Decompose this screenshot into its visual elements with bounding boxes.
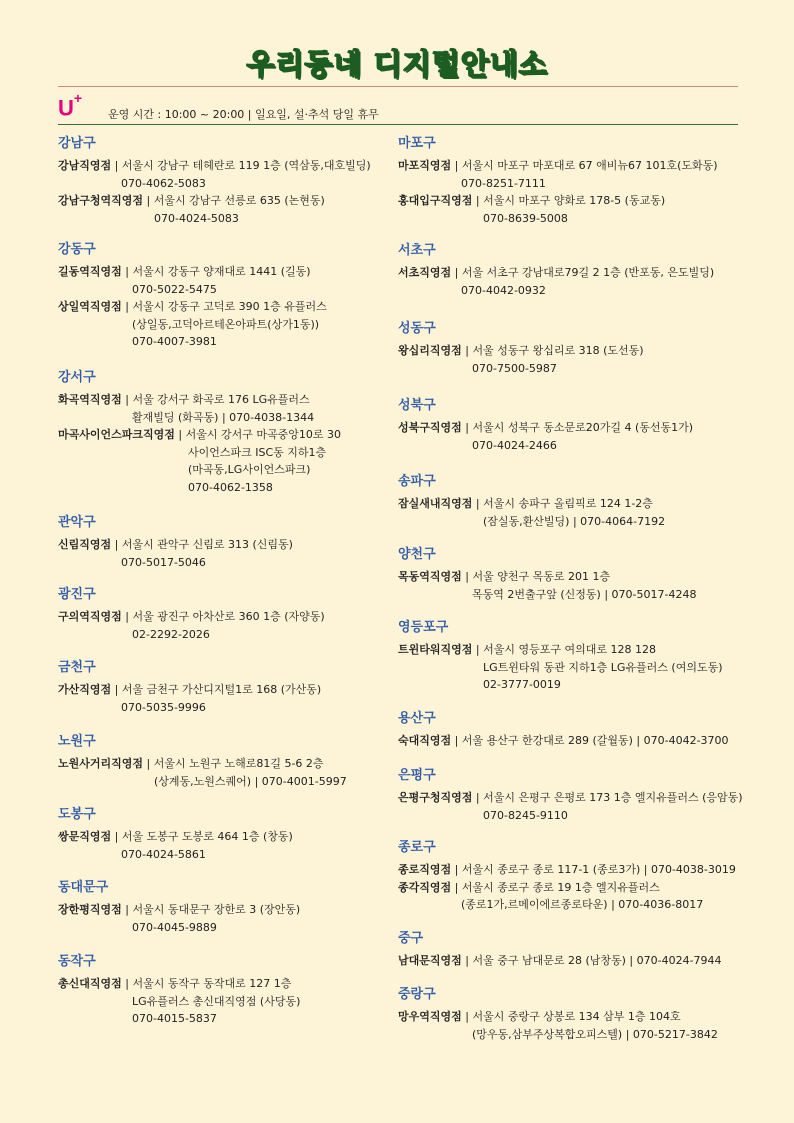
- store-detail-line: 02-2292-2026: [132, 627, 210, 641]
- store-line: [58, 426, 393, 444]
- store-detail-line: 070-4024-2466: [472, 438, 557, 452]
- store-entry: [58, 755, 393, 790]
- store-detail-line: 070-8639-5008: [483, 211, 568, 225]
- separator: |: [461, 421, 473, 434]
- district-section: [398, 927, 743, 970]
- separator: |: [143, 757, 154, 770]
- store-address: 서울시 강동구 양재대로 1441 (길동): [132, 265, 311, 278]
- separator: |: [451, 159, 462, 172]
- store-entry: [58, 192, 393, 227]
- store-line: [398, 495, 743, 513]
- store-detail-line: (망우동,삼부주상복합오피스텔) | 070-5217-3842: [472, 1027, 718, 1041]
- store-line: [398, 264, 743, 282]
- store-detail-line: (잠실동,환산빌딩) | 070-4064-7192: [483, 514, 666, 528]
- district-heading: 영등포구: [398, 620, 449, 635]
- store-name: 남대문직영점: [398, 954, 462, 967]
- district-heading: 성북구: [398, 398, 436, 413]
- store-line: [398, 732, 743, 750]
- store-detail-line: 070-5022-5475: [132, 282, 217, 296]
- district-section: [398, 983, 743, 1043]
- district-section: [58, 656, 393, 716]
- separator: |: [451, 863, 462, 876]
- store-line: [398, 861, 743, 879]
- store-address: 서울시 동대문구 장한로 3 (장안동): [132, 903, 301, 916]
- store-address: 서울시 종로구 종로 117-1 (종로3가) | 070-4038-3019: [461, 863, 736, 876]
- store-entry: [398, 568, 743, 603]
- district-section: [58, 583, 393, 643]
- separator: |: [472, 194, 484, 207]
- store-detail-line: 070-8245-9110: [483, 808, 568, 822]
- store-name: 마포직영점: [398, 159, 452, 172]
- district-heading: 중랑구: [398, 987, 436, 1002]
- store-address: 서울 강서구 화곡로 176 LG유플러스: [132, 393, 310, 406]
- district-heading: 강남구: [58, 136, 96, 151]
- store-name: 상일역직영점: [58, 300, 122, 313]
- store-detail-line: LG유플러스 총신대직영점 (사당동): [132, 994, 301, 1008]
- store-address: 서울시 송파구 올림픽로 124 1-2층: [483, 497, 653, 510]
- store-name: 목동역직영점: [398, 570, 462, 583]
- separator: |: [472, 497, 484, 510]
- store-line: [58, 901, 393, 919]
- store-address: 서울시 강남구 테헤란로 119 1층 (역삼동,대호빌딩): [121, 159, 371, 172]
- store-detail-line: 070-4024-5083: [154, 211, 239, 225]
- store-line: [58, 391, 393, 409]
- store-detail-line: 070-8251-7111: [461, 176, 546, 190]
- store-line: [58, 828, 393, 846]
- store-address: 서울시 강동구 고덕로 390 1층 유플러스: [132, 300, 327, 313]
- store-line: [398, 342, 743, 360]
- separator: |: [121, 610, 133, 623]
- store-name: 화곡역직영점: [58, 393, 122, 406]
- page-title: 우리동네 디지털안내소: [246, 47, 548, 81]
- separator: |: [472, 643, 484, 656]
- district-section: [398, 543, 743, 603]
- district-heading: 동대문구: [58, 880, 109, 895]
- header-divider: [58, 124, 738, 125]
- store-entry: [398, 495, 743, 530]
- separator: |: [461, 954, 473, 967]
- district-heading: 양천구: [398, 547, 436, 562]
- store-entry: [58, 828, 393, 863]
- store-entry: [58, 298, 393, 351]
- district-heading: 마포구: [398, 136, 436, 151]
- store-line: [58, 681, 393, 699]
- store-line: [398, 952, 743, 970]
- separator: |: [121, 393, 133, 406]
- store-detail-line: 02-3777-0019: [483, 678, 561, 691]
- district-section: [58, 238, 393, 351]
- district-heading: 강동구: [58, 242, 96, 257]
- store-entry: [398, 641, 743, 694]
- store-entry: [58, 975, 393, 1028]
- store-name: 가산직영점: [58, 683, 112, 696]
- store-entry: [398, 732, 743, 750]
- separator: |: [461, 1010, 473, 1023]
- logo-plus: +: [73, 90, 83, 106]
- district-section: [398, 764, 743, 824]
- store-entry: [58, 608, 393, 643]
- district-section: [398, 707, 743, 750]
- store-line: [398, 568, 743, 586]
- store-name: 신림직영점: [58, 538, 112, 551]
- store-detail-line: 070-4062-5083: [121, 176, 206, 190]
- district-heading: 용산구: [398, 711, 436, 726]
- operating-hours: 운영 시간 : 10:00 ~ 20:00 | 일요일, 설·추석 당일 휴무: [108, 108, 379, 121]
- store-name: 왕십리직영점: [398, 344, 462, 357]
- district-heading: 은평구: [398, 768, 436, 783]
- store-address: 서울 양천구 목동로 201 1층: [472, 570, 611, 583]
- store-line: [58, 755, 393, 773]
- store-address: 서울시 강서구 마곡중앙10로 30: [185, 428, 341, 441]
- separator: |: [451, 734, 462, 747]
- store-detail-line: 070-4024-5861: [121, 847, 206, 861]
- store-entry: [398, 192, 743, 227]
- store-entry: [398, 1008, 743, 1043]
- store-entry: [398, 264, 743, 299]
- logo-text: U: [58, 95, 74, 121]
- district-heading: 도봉구: [58, 807, 96, 822]
- district-heading: 관악구: [58, 515, 96, 530]
- store-address: 서울시 종로구 종로 19 1층 엘지유플러스: [461, 880, 660, 894]
- store-address: 서울 서초구 강남대로79길 2 1층 (반포동, 은도빌딩): [461, 266, 715, 279]
- separator: |: [472, 791, 484, 804]
- store-address: 서울 성동구 왕십리로 318 (도선동): [472, 344, 644, 357]
- store-detail-line: LG트윈타워 동관 지하1층 LG유플러스 (여의도동): [483, 660, 723, 674]
- store-line: [58, 608, 393, 626]
- separator: |: [174, 428, 186, 441]
- district-heading: 동작구: [58, 954, 96, 969]
- store-detail-line: 활재빌딩 (화곡동) | 070-4038-1344: [132, 410, 315, 424]
- store-name: 숙대직영점: [398, 734, 452, 747]
- store-address: 서울시 마포구 마포대로 67 애비뉴67 101호(도화동): [461, 159, 718, 172]
- store-address: 서울 금천구 가산디지털1로 168 (가산동): [121, 683, 322, 696]
- district-section: [398, 394, 743, 454]
- store-address: 서울시 강남구 선릉로 635 (논현동): [153, 194, 325, 207]
- store-address: 서울시 중랑구 상봉로 134 삼부 1층 104호: [472, 1010, 681, 1023]
- separator: |: [121, 977, 133, 990]
- store-line: [58, 263, 393, 281]
- store-entry: [398, 157, 743, 192]
- store-entry: [58, 901, 393, 936]
- district-section: [398, 239, 743, 299]
- district-heading: 성동구: [398, 321, 436, 336]
- district-section: [398, 616, 743, 694]
- separator: |: [121, 300, 133, 313]
- store-name: 구의역직영점: [58, 610, 122, 623]
- separator: |: [451, 880, 462, 894]
- store-address: 서울 용산구 한강대로 289 (갈월동) | 070-4042-3700: [461, 734, 729, 747]
- store-address: 서울시 영등포구 여의대로 128 128: [483, 643, 656, 656]
- store-detail-line: 070-5035-9996: [121, 700, 206, 714]
- store-name: 트윈타워직영점: [398, 643, 473, 656]
- store-entry: [58, 391, 393, 426]
- district-section: [58, 950, 393, 1028]
- store-name: 마곡사이언스파크직영점: [58, 428, 175, 441]
- district-heading: 노원구: [58, 734, 96, 749]
- store-name: 성북구직영점: [398, 421, 462, 434]
- store-entry: [58, 157, 393, 192]
- store-detail-line: (마곡동,LG사이언스파크): [188, 463, 311, 476]
- store-name: 종각직영점: [398, 880, 452, 894]
- store-name: 강남구청역직영점: [58, 194, 144, 207]
- district-heading: 종로구: [398, 840, 436, 855]
- store-address: 서울시 관악구 신림로 313 (신림동): [121, 538, 293, 551]
- district-heading: 서초구: [398, 243, 436, 258]
- district-section: [398, 317, 743, 377]
- store-line: [398, 879, 743, 897]
- store-address: 서울시 동작구 동작대로 127 1층: [132, 977, 292, 990]
- title-divider: [58, 86, 738, 87]
- separator: |: [451, 266, 462, 279]
- store-line: [58, 975, 393, 993]
- store-address: 서울 광진구 아차산로 360 1층 (자양동): [132, 610, 325, 623]
- separator: |: [121, 265, 133, 278]
- store-name: 쌍문직영점: [58, 830, 112, 843]
- store-line: [58, 298, 393, 316]
- store-address: 서울시 노원구 노해로81길 5-6 2층: [153, 757, 324, 770]
- store-entry: [58, 536, 393, 571]
- district-heading: 중구: [398, 931, 424, 946]
- store-address: 서울시 성북구 동소문로20가길 4 (동선동1가): [472, 421, 694, 434]
- store-detail-line: 070-4007-3981: [132, 335, 217, 348]
- store-line: [58, 192, 393, 210]
- store-detail-line: (종로1가,르메이에르종로타운) | 070-4036-8017: [461, 898, 704, 911]
- store-address: 서울 도봉구 도봉로 464 1층 (창동): [121, 830, 293, 843]
- district-section: [58, 366, 393, 496]
- separator: |: [111, 538, 122, 551]
- store-entry: [398, 879, 743, 914]
- store-entry: [58, 681, 393, 716]
- store-entry: [398, 789, 743, 824]
- separator: |: [461, 570, 473, 583]
- store-entry: [398, 861, 743, 879]
- store-address: 서울시 은평구 은평로 173 1층 엘지유플러스 (응암동): [483, 791, 743, 804]
- store-line: [398, 419, 743, 437]
- district-section: [58, 730, 393, 790]
- store-line: [58, 157, 393, 175]
- store-detail-line: 070-7500-5987: [472, 361, 557, 375]
- store-name: 강남직영점: [58, 159, 112, 172]
- store-detail-line: (상일동,고덕아르테온아파트(상가1동)): [132, 317, 320, 331]
- store-line: [398, 157, 743, 175]
- store-name: 은평구청직영점: [398, 791, 473, 804]
- store-detail-line: (상계동,노원스퀘어) | 070-4001-5997: [154, 774, 347, 788]
- separator: |: [461, 344, 473, 357]
- separator: |: [111, 830, 122, 843]
- district-heading: 금천구: [58, 660, 96, 675]
- district-heading: 강서구: [58, 370, 96, 385]
- district-section: [398, 132, 743, 227]
- store-name: 망우역직영점: [398, 1010, 462, 1023]
- store-name: 총신대직영점: [58, 977, 122, 990]
- store-detail-line: 목동역 2번출구앞 (신정동) | 070-5017-4248: [472, 587, 697, 601]
- district-section: [58, 511, 393, 571]
- store-address: 서울 중구 남대문로 28 (남창동) | 070-4024-7944: [472, 954, 722, 967]
- separator: |: [121, 903, 133, 916]
- store-name: 홍대입구직영점: [398, 194, 473, 207]
- store-detail-line: 070-4015-5837: [132, 1012, 217, 1025]
- store-detail-line: 사이언스파크 ISC동 지하1층: [188, 445, 327, 459]
- district-section: [398, 470, 743, 530]
- store-name: 서초직영점: [398, 266, 452, 279]
- store-name: 잠실새내직영점: [398, 497, 473, 510]
- store-line: [398, 641, 743, 659]
- store-detail-line: 070-4062-1358: [188, 480, 273, 494]
- separator: |: [143, 194, 154, 207]
- uplus-logo: [58, 90, 83, 121]
- district-section: [58, 803, 393, 863]
- store-address: 서울시 마포구 양화로 178-5 (동교동): [483, 194, 666, 207]
- store-entry: [398, 342, 743, 377]
- store-name: 종로직영점: [398, 863, 452, 876]
- district-section: [58, 876, 393, 936]
- separator: |: [111, 159, 122, 172]
- store-detail-line: 070-4045-9889: [132, 920, 217, 934]
- store-entry: [398, 419, 743, 454]
- store-name: 노원사거리직영점: [58, 757, 144, 770]
- district-section: [398, 836, 743, 914]
- store-entry: [58, 263, 393, 298]
- store-line: [398, 789, 743, 807]
- store-detail-line: 070-4042-0932: [461, 283, 546, 297]
- separator: |: [111, 683, 122, 696]
- district-heading: 송파구: [398, 474, 436, 489]
- store-line: [58, 536, 393, 554]
- store-name: 장한평직영점: [58, 903, 122, 916]
- district-heading: 광진구: [58, 587, 96, 602]
- district-section: [58, 132, 393, 227]
- store-entry: [398, 952, 743, 970]
- store-entry: [58, 426, 393, 496]
- store-detail-line: 070-5017-5046: [121, 555, 206, 569]
- store-name: 길동역직영점: [58, 265, 122, 278]
- store-line: [398, 1008, 743, 1026]
- store-line: [398, 192, 743, 210]
